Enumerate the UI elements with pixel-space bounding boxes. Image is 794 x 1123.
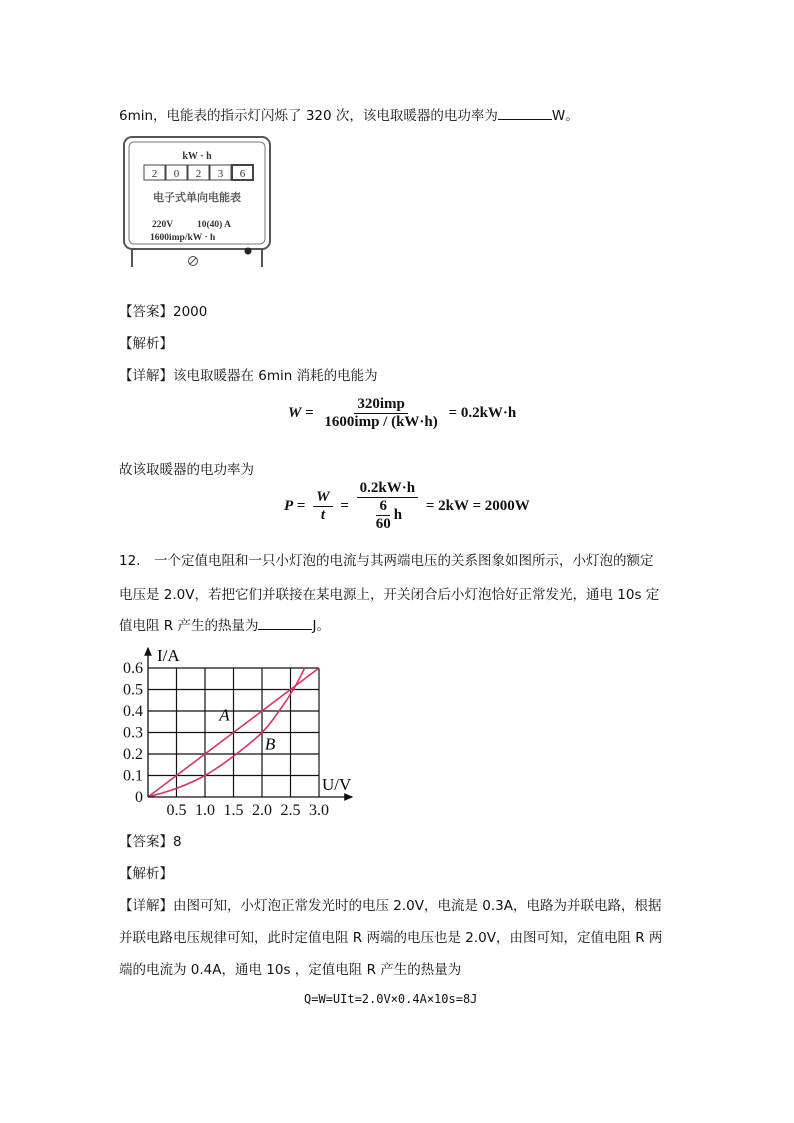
fraction-numerator: 0.2kW·h bbox=[357, 480, 418, 498]
meter-voltage: 220V bbox=[152, 220, 174, 230]
detail-1 bbox=[119, 364, 378, 384]
meter-digit: 3 bbox=[217, 168, 224, 180]
unit-text: J。 bbox=[312, 618, 330, 634]
formula-power: P = $\frac{W}{t}$ = 0.2kW·h $\frac{6}{60}$ h = 2kW = 2000W bbox=[284, 480, 530, 532]
detail-text: 并联电路电压规律可知，此时定值电阻 R 两端的电压也是 2.0V，由图可知，定值电阻 R 两 bbox=[119, 930, 663, 946]
y-tick-label: 0.5 bbox=[123, 681, 143, 699]
formula-lhs: P bbox=[284, 497, 294, 514]
y-tick-label: 0.4 bbox=[123, 703, 143, 720]
meter-current: 10(40) A bbox=[197, 220, 232, 230]
y-tick-label: 0.6 bbox=[123, 660, 143, 677]
meter-digit: 2 bbox=[151, 168, 158, 180]
y-tick-label: 0 bbox=[135, 789, 143, 806]
question-text: 值电阻 R 产生的热量为 bbox=[119, 618, 259, 634]
meter-constant: 1600imp/kW · h bbox=[150, 233, 216, 243]
x-tick-label: 1.5 bbox=[223, 802, 244, 819]
meter-digit: 2 bbox=[195, 168, 202, 180]
formula-denominator: 1600imp / (kW·h) bbox=[324, 414, 438, 430]
formula-rhs: = 0.2kW·h bbox=[448, 404, 517, 421]
question-12-line: 电压是 2.0V，若把它们并联接在某电源上，开关闭合后小灯泡恰好正常发光，通电 10s 定 bbox=[119, 587, 660, 603]
x-tick-label: 1.0 bbox=[195, 802, 215, 819]
analysis-label: 【解析】 bbox=[119, 866, 173, 882]
meter-name: 电子式单向电能表 bbox=[153, 191, 241, 204]
detail-label: 【详解】 bbox=[119, 898, 173, 914]
x-tick-label: 2.5 bbox=[280, 802, 301, 819]
fraction-numerator: 6 bbox=[376, 498, 390, 516]
fraction-denominator: 60 bbox=[375, 516, 391, 532]
indicator-light-icon bbox=[245, 248, 252, 255]
series-label: B bbox=[264, 734, 276, 754]
x-axis-label: U/V bbox=[322, 775, 352, 794]
analysis-label: 【解析】 bbox=[119, 336, 173, 352]
formula-numerator: 320imp bbox=[354, 396, 408, 414]
y-tick-label: 0.1 bbox=[123, 767, 143, 785]
answer-label: 【答案】 bbox=[119, 834, 173, 850]
formula-rhs: = 2kW = 2000W bbox=[425, 497, 530, 514]
fraction-numerator: W bbox=[313, 489, 332, 507]
y-axis-label: I/A bbox=[157, 646, 180, 665]
x-tick-label: 3.0 bbox=[309, 802, 329, 819]
answer-1 bbox=[119, 300, 207, 320]
question-12-line bbox=[119, 614, 330, 634]
x-tick-label: 0.5 bbox=[166, 802, 187, 819]
question-text: 6min，电能表的指示灯闪烁了 320 次，该电取暖器的电功率为 bbox=[119, 108, 498, 124]
formula-lhs: W bbox=[288, 404, 302, 421]
meter-digit: 0 bbox=[173, 168, 180, 180]
detail-text: 由图可知，小灯泡正常发光时的电压 2.0V，电流是 0.3A，电路为并联电路，根据 bbox=[173, 898, 662, 914]
y-tick-label: 0.3 bbox=[123, 724, 143, 742]
fraction-denominator: t bbox=[320, 507, 325, 523]
unit-text: W。 bbox=[551, 108, 579, 124]
meter-digit: 6 bbox=[239, 168, 246, 180]
question-12-line: 12. 一个定值电阻和一只小灯泡的电流与其两端电压的关系图象如图所示，小灯泡的额定 bbox=[119, 553, 654, 569]
detail-label: 【详解】 bbox=[119, 368, 173, 384]
electric-meter-image bbox=[122, 135, 272, 267]
unit-text: h bbox=[393, 506, 403, 523]
detail-text: 端的电流为 0.4A，通电 10s ，定值电阻 R 产生的热量为 bbox=[119, 962, 462, 978]
question-11-tail bbox=[119, 104, 579, 124]
detail-2 bbox=[119, 894, 662, 914]
formula-energy: W = $\frac{\text{320imp}}{\text{1600imp / (kW·h)}}$ = 0.2kW·h bbox=[288, 396, 517, 430]
answer-blank bbox=[498, 107, 552, 120]
answer-2 bbox=[119, 830, 182, 850]
y-tick-label: 0.2 bbox=[123, 746, 143, 763]
heat-formula: Q=W=UIt=2.0V×0.4A×10s=8J bbox=[304, 992, 478, 1006]
answer-label: 【答案】 bbox=[119, 304, 173, 320]
power-line: 故该取暖器的电功率为 bbox=[119, 462, 254, 478]
detail-text: 该电取暖器在 6min 消耗的电能为 bbox=[173, 368, 378, 384]
iu-graph bbox=[110, 640, 360, 820]
answer-value: 2000 bbox=[173, 304, 208, 320]
series-label: A bbox=[219, 705, 230, 725]
x-tick-label: 2.0 bbox=[252, 802, 272, 819]
answer-value: 8 bbox=[173, 834, 182, 850]
answer-blank bbox=[258, 617, 312, 630]
meter-unit: kW · h bbox=[182, 151, 212, 162]
